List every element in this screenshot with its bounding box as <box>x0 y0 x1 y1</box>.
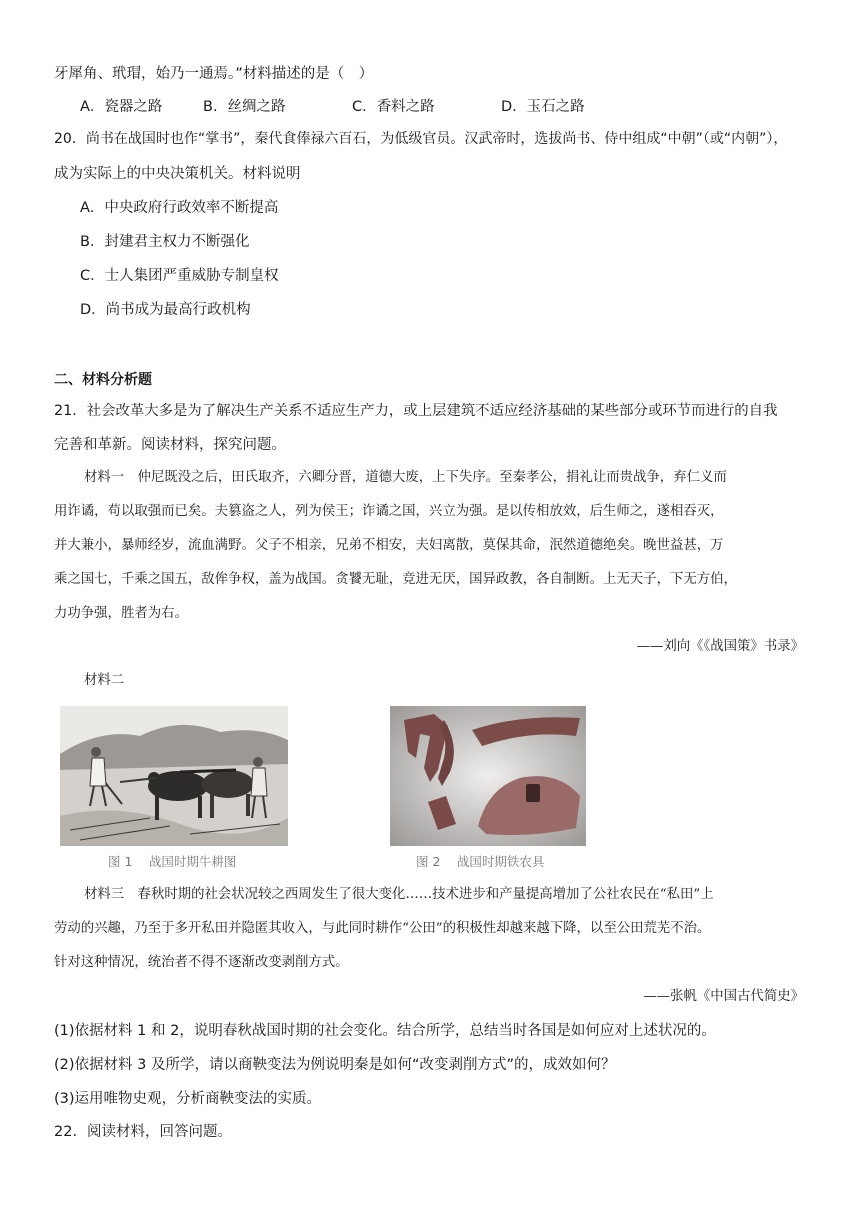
q19-stem-tail: 牙犀角、玳瑁，始乃一通焉。”材料描述的是（ ） <box>54 66 374 82</box>
ox-ploughing-illustration <box>60 706 288 846</box>
q21-subquestion-3: (3)运用唯物史观，分析商鞅变法的实质。 <box>54 1091 322 1107</box>
q19-option-d: D．玉石之路 <box>501 99 585 115</box>
iron-tools-figure <box>390 706 586 846</box>
q22-stem: 22．阅读材料，回答问题。 <box>54 1124 232 1140</box>
q20-line-2: 成为实际上的中央决策机关。材料说明 <box>54 166 301 182</box>
ox-ploughing-figure <box>60 706 288 846</box>
material-3-line: 劳动的兴趣，乃至于多开私田并隐匿其收入，与此同时耕作“公田”的积极性却越来越下降，以至公田荒芜不治。 <box>54 921 711 936</box>
iron-tools-illustration <box>390 706 586 846</box>
q19-option-b: B．丝绸之路 <box>203 99 286 115</box>
figure-2-caption: 图 2 战国时期铁农具 <box>416 854 545 869</box>
material-1-line: 用诈谲，苟以取强而已矣。夫篡盗之人，列为侯王；诈谲之国，兴立为强。是以传相放效，后生师之，遂相吞灭， <box>54 504 724 519</box>
material-2-label: 材料二 <box>84 673 125 688</box>
q21-intro-line-1: 21．社会改革大多是为了解决生产关系不适应生产力，或上层建筑不适应经济基础的某些部分或环节而进行的自我 <box>54 403 778 419</box>
q19-option-a: A．瓷器之路 <box>80 99 163 115</box>
material-1-source: ——刘向《《战国策》书录》 <box>636 639 804 654</box>
q21-subquestion-1: (1)依据材料 1 和 2，说明春秋战国时期的社会变化。结合所学，总结当时各国是如何应对上述状况的。 <box>54 1023 716 1039</box>
q21-intro-line-2: 完善和革新。阅读材料，探究问题。 <box>54 437 286 453</box>
q20-option-c: C．士人集团严重威胁专制皇权 <box>80 268 279 284</box>
material-1-line: 并大兼小，暴师经岁，流血满野。父子不相亲，兄弟不相安，夫妇离散，莫保其命，泯然道德绝矣。晚世益甚，万 <box>54 538 724 553</box>
q20-option-b: B．封建君主权力不断强化 <box>80 234 250 250</box>
q21-subquestion-2: (2)依据材料 3 及所学，请以商鞅变法为例说明秦是如何“改变剥削方式”的，成效如何？ <box>54 1057 616 1073</box>
material-3-line: 针对这种情况，统治者不得不逐渐改变剥削方式。 <box>54 955 349 970</box>
q20-option-d: D．尚书成为最高行政机构 <box>80 302 251 318</box>
material-1-line: 材料一 仲尼既没之后，田氏取齐，六卿分晋，道德大废，上下失序。至秦孝公，捐礼让而贵战争，弃仁义而 <box>84 470 727 485</box>
q20-line-1: 20．尚书在战国时也作“掌书”，秦代食俸禄六百石，为低级官员。汉武帝时，选拔尚书、侍中组成“中朝”（或“内朝”）， <box>54 131 788 147</box>
q19-option-c: C．香料之路 <box>352 99 435 115</box>
material-3-line: 材料三 春秋时期的社会状况较之西周发生了很大变化……技术进步和产量提高增加了公社农民在“私田”上 <box>84 887 714 902</box>
material-3-source: ——张帆《中国古代简史》 <box>643 989 804 1004</box>
material-1-line: 力功争强，胜者为右。 <box>54 606 188 621</box>
q20-option-a: A．中央政府行政效率不断提高 <box>80 200 279 216</box>
section-title: 二、材料分析题 <box>54 372 152 388</box>
material-1-line: 乘之国七，千乘之国五，敌侔争权，盖为战国。贪饕无耻，竞进无厌，国异政教，各自制断。上无天子，下无方伯， <box>54 572 737 587</box>
figure-1-caption: 图 1 战国时期牛耕图 <box>108 854 237 869</box>
